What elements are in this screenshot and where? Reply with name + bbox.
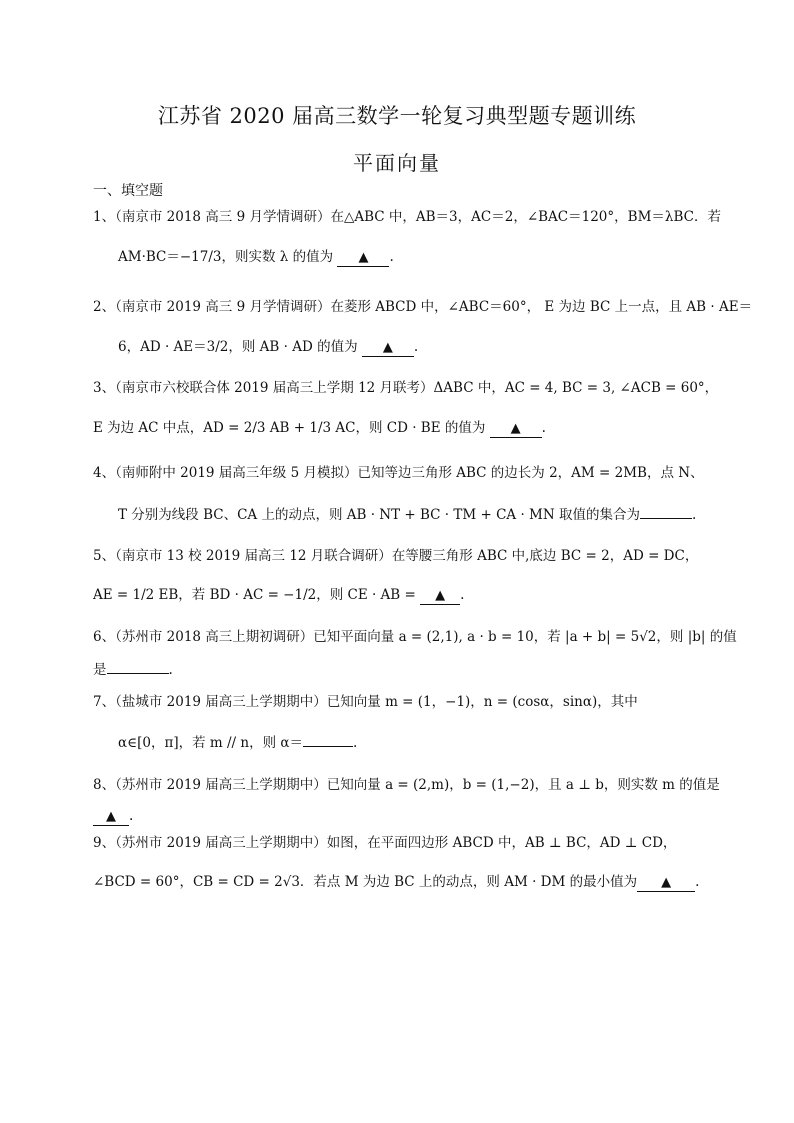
question-4-line-2: T 分别为线段 BC、CA 上的动点，则 AB · NT + BC · TM + CA · MN 取值的集合为 . bbox=[118, 507, 697, 523]
question-5-line-1 bbox=[93, 546, 698, 566]
question-5-number: 5、 bbox=[93, 548, 116, 564]
question-8-text-1: 已知向量 a = (2,m)，b = (1,−2)，且 a ⊥ b，则实数 m 的值是 bbox=[326, 777, 720, 793]
question-5-text-2: AE = 1/2 EB，若 BD · AC = −1/2，则 CE · AB = bbox=[93, 587, 416, 603]
answer-blank-6 bbox=[107, 673, 169, 674]
question-4-line-1 bbox=[93, 463, 704, 483]
question-9-line-1 bbox=[93, 833, 676, 853]
question-3-text-1: ΔABC 中，AC = 4, BC = 3, ∠ACB = 60°， bbox=[433, 380, 719, 396]
question-1-text-2: AM·BC＝−17/3，则实数 λ 的值为 bbox=[118, 249, 334, 265]
question-6-text-2: 是 bbox=[93, 662, 107, 678]
question-2-source: （南京市 2019 高三 9 月学情调研） bbox=[115, 299, 331, 315]
section-heading: 一、填空题 bbox=[93, 183, 163, 199]
question-2-text-1: 在菱形 ABCD 中，∠ABC＝60°， E 为边 BC 上一点，且 AB · AE＝ bbox=[330, 299, 753, 315]
answer-blank-3: ▲ bbox=[490, 421, 542, 438]
question-2-line-2: 6，AD · AE＝3/2，则 AB · AD 的值为 ▲ . bbox=[118, 339, 419, 355]
question-3-source: （南京市六校联合体 2019 届高三上学期 12 月联考） bbox=[115, 380, 434, 396]
question-5-text-1: 在等腰三角形 ABC 中,底边 BC = 2，AD = DC， bbox=[391, 548, 699, 564]
question-6-number: 6、 bbox=[93, 629, 116, 645]
question-9-text-1: 如图，在平面四边形 ABCD 中，AB ⊥ BC，AD ⊥ CD， bbox=[326, 835, 677, 851]
question-3-number: 3、 bbox=[93, 380, 116, 396]
question-7-number: 7、 bbox=[93, 694, 116, 710]
question-8-line-1 bbox=[93, 775, 720, 795]
question-7-line-2: α∈[0，π]，若 m // n，则 α＝ . bbox=[118, 735, 358, 751]
answer-blank-2: ▲ bbox=[362, 340, 414, 357]
question-7-text-1: 已知向量 m = (1，−1)，n = (cosα，sinα)，其中 bbox=[326, 694, 638, 710]
question-9-source: （苏州市 2019 届高三上学期期中） bbox=[115, 835, 327, 851]
question-7-source: （盐城市 2019 届高三上学期期中） bbox=[115, 694, 327, 710]
question-3-text-2: E 为边 AC 中点，AD = 2/3 AB + 1/3 AC，则 CD · BE 的值为 bbox=[93, 420, 486, 436]
question-4-number: 4、 bbox=[93, 465, 116, 481]
question-4-text-1: 已知等边三角形 ABC 的边长为 2，AM = 2MB，点 N、 bbox=[357, 465, 704, 481]
question-7-text-2: α∈[0，π]，若 m // n，则 α＝ bbox=[118, 735, 303, 751]
answer-blank-9: ▲ bbox=[637, 875, 695, 892]
question-6-line-1 bbox=[93, 627, 737, 647]
question-8-source: （苏州市 2019 届高三上学期期中） bbox=[115, 777, 327, 793]
question-9-text-2: ∠BCD = 60°，CB = CD = 2√3．若点 M 为边 BC 上的动点，则 AM · DM 的最小值为 bbox=[93, 874, 638, 890]
answer-blank-8: ▲ bbox=[93, 809, 129, 826]
question-8-number: 8、 bbox=[93, 777, 116, 793]
question-3-line-2: E 为边 AC 中点，AD = 2/3 AB + 1/3 AC，则 CD · BE 的值为 ▲ . bbox=[93, 420, 546, 436]
answer-blank-5: ▲ bbox=[420, 588, 460, 605]
answer-blank-1: ▲ bbox=[337, 250, 389, 267]
question-1-text-1: 在△ABC 中，AB＝3，AC＝2，∠BAC＝120°，BM＝λBC．若 bbox=[330, 209, 721, 225]
question-2-text-2: 6，AD · AE＝3/2，则 AB · AD 的值为 bbox=[118, 339, 358, 355]
answer-blank-4 bbox=[640, 518, 692, 519]
question-1-line-1 bbox=[93, 207, 721, 227]
question-2-number: 2、 bbox=[93, 299, 116, 315]
question-1-source: （南京市 2018 高三 9 月学情调研） bbox=[115, 209, 331, 225]
question-2-line-1 bbox=[93, 297, 752, 317]
question-1-line-2: AM·BC＝−17/3，则实数 λ 的值为 ▲ . bbox=[118, 249, 394, 265]
question-9-line-2: ∠BCD = 60°，CB = CD = 2√3．若点 M 为边 BC 上的动点，则 AM · DM 的最小值为 ▲ . bbox=[93, 874, 700, 890]
question-6-text-1: 已知平面向量 a = (2,1), a · b = 10，若 |a + b| = 5√2，则 |b| 的值 bbox=[313, 629, 737, 645]
question-1-number: 1、 bbox=[93, 209, 116, 225]
question-4-text-2: T 分别为线段 BC、CA 上的动点，则 AB · NT + BC · TM + CA · MN 取值的集合为 bbox=[118, 507, 640, 523]
answer-blank-7 bbox=[303, 746, 353, 747]
document-title: 江苏省 2020 届高三数学一轮复习典型题专题训练 bbox=[157, 104, 637, 128]
question-3-line-1 bbox=[93, 378, 718, 398]
question-7-line-1 bbox=[93, 692, 638, 712]
question-5-line-2: AE = 1/2 EB，若 BD · AC = −1/2，则 CE · AB = ▲ . bbox=[93, 587, 465, 603]
question-9-number: 9、 bbox=[93, 835, 116, 851]
question-6-line-2: 是 . bbox=[93, 662, 173, 678]
question-6-source: （苏州市 2018 高三上期初调研） bbox=[115, 629, 314, 645]
question-5-source: （南京市 13 校 2019 届高三 12 月联合调研） bbox=[115, 548, 392, 564]
question-4-source: （南师附中 2019 届高三年级 5 月模拟） bbox=[115, 465, 358, 481]
question-8-line-2: ▲ . bbox=[93, 806, 133, 826]
document-subtitle: 平面向量 bbox=[353, 151, 441, 175]
